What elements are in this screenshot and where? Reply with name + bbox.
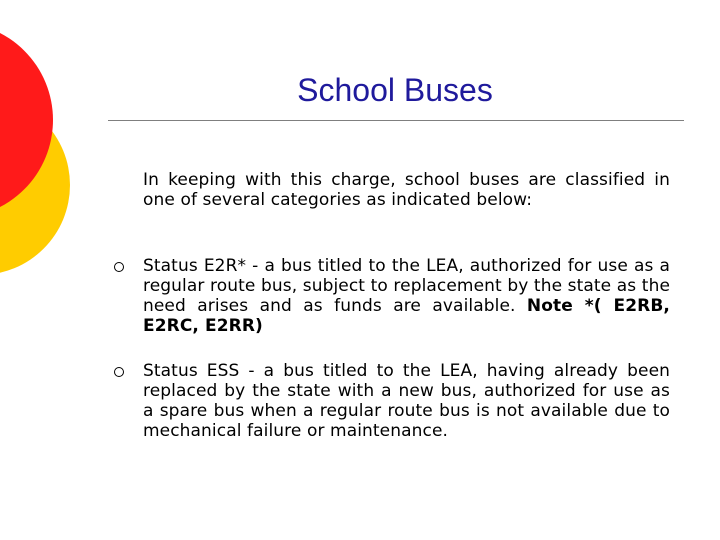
circle-bullet-icon <box>114 367 124 377</box>
bullet-item-ess <box>143 361 670 441</box>
circle-bullet-icon <box>114 262 124 272</box>
intro-paragraph: In keeping with this charge, school buses are classified in one of several categories as indicated below: <box>143 170 670 210</box>
bullet-text: Status E2R* - a bus titled to the LEA, authorized for use as a regular route bus, subject to replacement by the state as the need arises and as funds are available. <box>143 256 670 316</box>
title-divider <box>108 120 684 121</box>
bullet-item-e2r <box>143 256 670 336</box>
slide-title: School Buses <box>297 72 493 108</box>
bullet-text: Status ESS - a bus titled to the LEA, having already been replaced by the state with a new bus, authorized for use as a spare bus when a regular route bus is not available due to mechanical failure or maintenance. <box>143 361 670 441</box>
decorative-circles <box>0 0 80 300</box>
bullet-note: Note *( E2RB, E2RC, E2RR) <box>143 296 670 336</box>
